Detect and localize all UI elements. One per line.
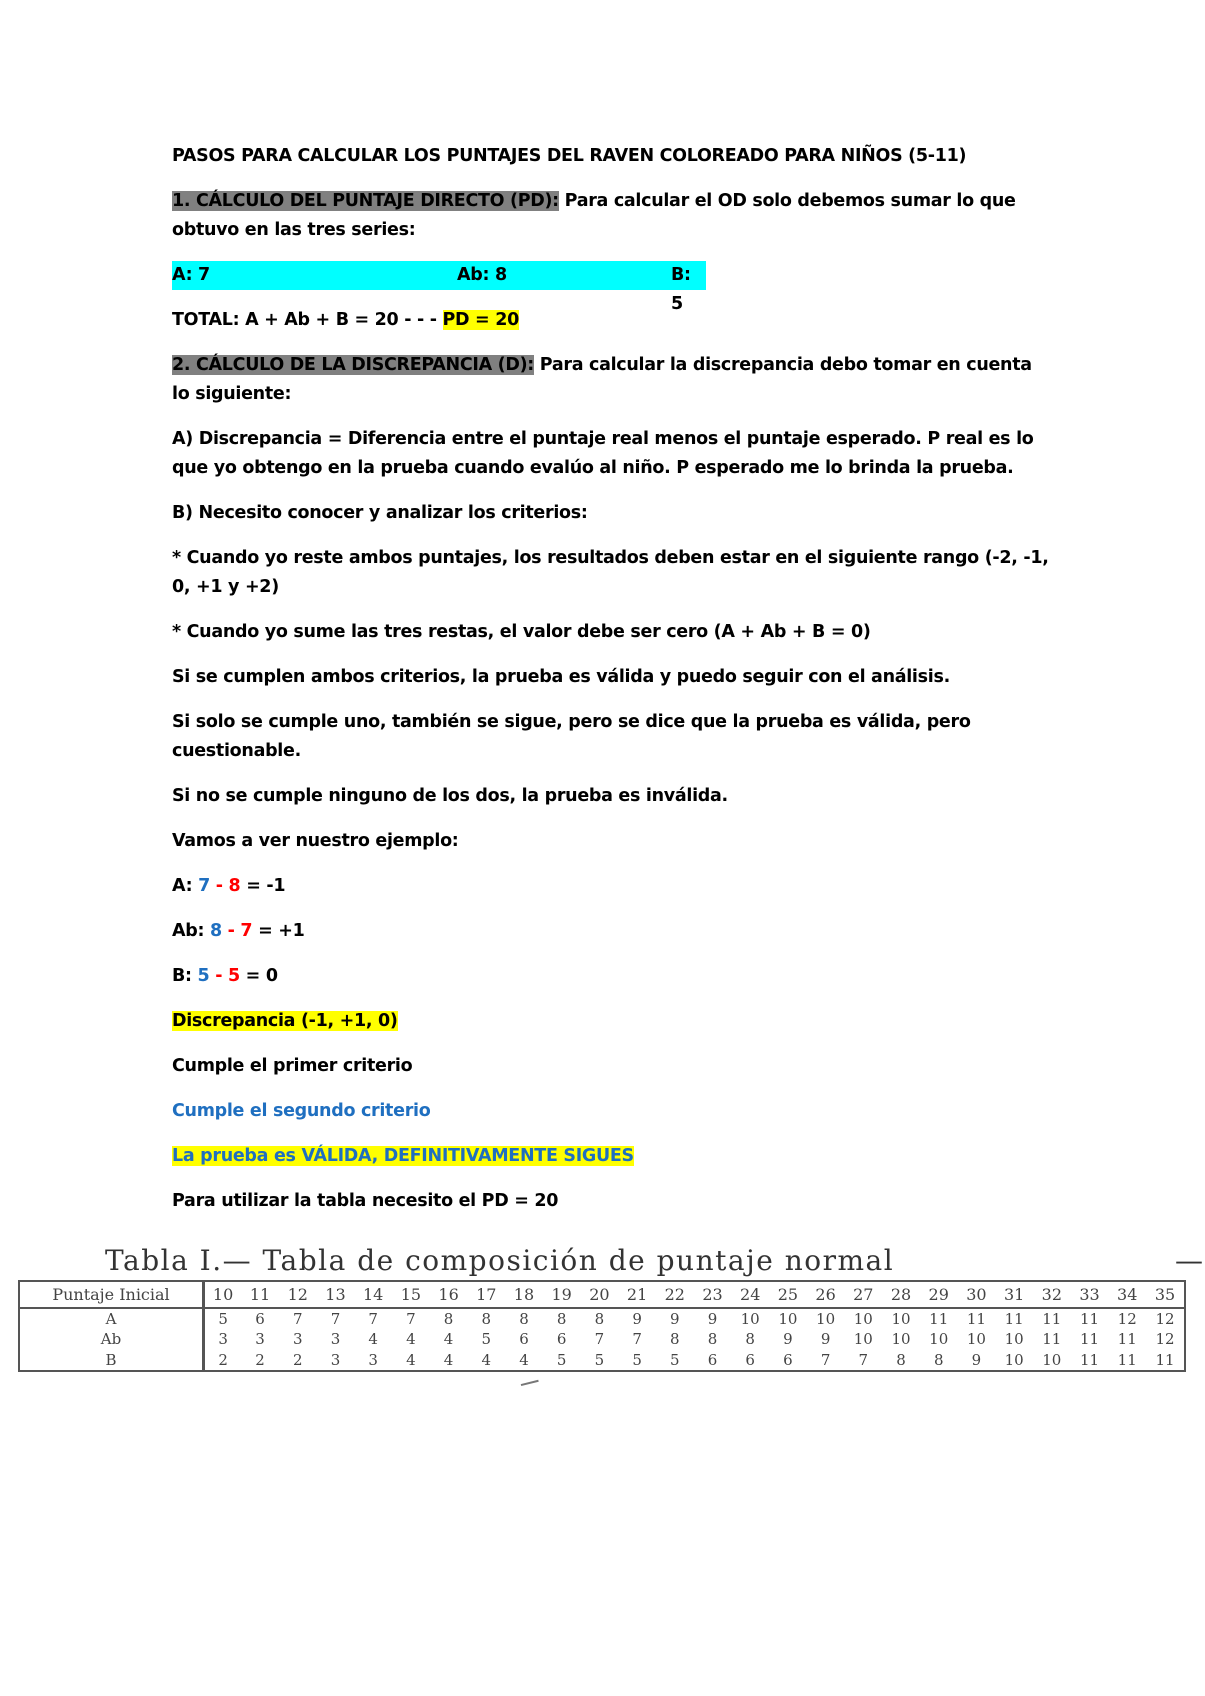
norm-table: [18, 1280, 1186, 1372]
calc-b-minus: -: [209, 966, 228, 986]
norm-table-cell: 3: [292, 1330, 303, 1349]
norm-table-header-cell: 30: [958, 1282, 996, 1308]
norm-table-header-cell: 13: [317, 1282, 355, 1308]
norm-table-cell: 3: [368, 1350, 378, 1369]
norm-table-header-cell: 22: [656, 1282, 694, 1308]
norm-table-cell: 10: [1004, 1350, 1024, 1369]
norm-table-cell: 4: [443, 1330, 454, 1349]
total-line: [172, 306, 1052, 335]
norm-table-cell: 10: [816, 1309, 836, 1328]
norm-table-cell: 6: [783, 1350, 793, 1369]
norm-table-cell: 4: [368, 1330, 378, 1349]
norm-table-cell: 6: [519, 1330, 529, 1349]
norm-table-cell: 3: [330, 1350, 341, 1369]
verdict-line: [172, 1142, 1052, 1171]
norm-table-cell: 9: [820, 1330, 831, 1349]
norm-table-cell: 5: [594, 1350, 605, 1369]
section-2-heading: 2. CÁLCULO DE LA DISCREPANCIA (D):: [172, 355, 535, 375]
norm-table-header-cell: 14: [354, 1282, 392, 1308]
norm-table-cell: 8: [745, 1330, 755, 1349]
score-ab: Ab: 8: [457, 265, 507, 285]
norm-table-cell: 7: [594, 1330, 605, 1349]
norm-table-cell: 2: [218, 1350, 228, 1369]
norm-table-cell: 11: [1079, 1330, 1100, 1349]
norm-table-cell: 5: [670, 1350, 680, 1369]
calc-ab-label: Ab:: [172, 921, 210, 941]
norm-table-header-cell: 35: [1146, 1282, 1184, 1308]
norm-table-cell: 8: [556, 1309, 567, 1328]
norm-table-cell: 11: [1117, 1350, 1137, 1369]
validity-both: Si se cumplen ambos criterios, la prueba es válida y puedo seguir con el análisis.: [172, 667, 950, 687]
calc-a-label: A:: [172, 876, 199, 896]
table-note: Para utilizar la tabla necesito el PD = 20: [172, 1191, 559, 1211]
norm-table-cell: 4: [481, 1350, 492, 1369]
norm-table-title: Tabla I.— Tabla de composición de puntaje normal: [105, 1244, 895, 1277]
norm-table-cell: 8: [670, 1330, 680, 1349]
calc-ab-result: = +1: [252, 921, 305, 941]
norm-table-cell: 9: [707, 1309, 718, 1328]
scores-highlight: [172, 261, 706, 314]
norm-table-row: [20, 1308, 1184, 1329]
document-body: [172, 142, 1052, 1232]
norm-table-cell: 2: [292, 1350, 303, 1369]
calc-b-real: 5: [197, 966, 210, 986]
norm-table-cell: 10: [1004, 1330, 1024, 1349]
norm-table-cell: 6: [707, 1350, 718, 1369]
norm-table-row: [20, 1329, 1184, 1349]
calc-ab-minus: -: [221, 921, 241, 941]
total-prefix: TOTAL: A + Ab + B = 20 - - -: [172, 310, 443, 330]
norm-table-cell: 7: [632, 1330, 642, 1349]
calc-b-result: = 0: [239, 966, 278, 986]
section-1-heading: 1. CÁLCULO DEL PUNTAJE DIRECTO (PD):: [172, 191, 559, 211]
norm-table-header-cell: 33: [1071, 1282, 1109, 1308]
norm-table-cell: 5: [481, 1330, 492, 1349]
norm-table-cell: 11: [1117, 1330, 1137, 1349]
norm-table-cell: 6: [255, 1309, 265, 1328]
norm-table-cell: 4: [406, 1330, 416, 1349]
norm-table-cell: 10: [891, 1330, 911, 1349]
norm-table-cell: 8: [594, 1309, 605, 1328]
norm-table-cell: 7: [292, 1309, 303, 1328]
criterion-rule-1: * Cuando yo reste ambos puntajes, los resultados deben estar en el siguiente rango (-2, -1, 0, +1 y +2): [172, 548, 1049, 597]
norm-table-cell: 10: [1042, 1350, 1062, 1369]
norm-table-cell: 9: [971, 1350, 982, 1369]
paragraph-a: A) Discrepancia = Diferencia entre el puntaje real menos el puntaje esperado. P real es lo que yo obtengo en la prueba cuando evalúo al niño. P esperado me lo brinda la prueba.: [172, 429, 1034, 478]
norm-table-cell: 12: [1155, 1309, 1175, 1328]
document-title: PASOS PARA CALCULAR LOS PUNTAJES DEL RAVEN COLOREADO PARA NIÑOS (5-11): [172, 146, 967, 166]
norm-table-header-cell: 19: [543, 1282, 581, 1308]
pen-mark: [519, 1374, 538, 1386]
verdict: La prueba es VÁLIDA, DEFINITIVAMENTE SIGUES: [172, 1146, 634, 1166]
norm-table-cell: 8: [519, 1309, 529, 1328]
criterion-2-met: Cumple el segundo criterio: [172, 1101, 431, 1121]
norm-table-cell: 9: [670, 1309, 680, 1328]
criterion-1-met: Cumple el primer criterio: [172, 1056, 413, 1076]
section-1-paragraph: [172, 187, 1052, 245]
criterion-rule-2: * Cuando yo sume las tres restas, el valor debe ser cero (A + Ab + B = 0): [172, 622, 871, 642]
norm-table-header-cell: 25: [769, 1282, 807, 1308]
norm-table-cell: 3: [255, 1330, 265, 1349]
calc-b-label: B:: [172, 966, 198, 986]
norm-table-cell: 9: [783, 1330, 793, 1349]
norm-table-header-row: [20, 1282, 1184, 1308]
norm-table-trailing-dash: —: [1175, 1244, 1205, 1277]
norm-table-cell: 11: [966, 1309, 986, 1328]
norm-table-header-cell: 15: [392, 1282, 430, 1308]
total-pd: PD = 20: [442, 310, 519, 330]
norm-table-cell: 3: [218, 1330, 228, 1349]
norm-table-header-cell: 20: [581, 1282, 619, 1308]
norm-table-cell: 8: [443, 1309, 454, 1328]
norm-table-cell: 11: [1079, 1309, 1100, 1328]
norm-table-cell: 5: [218, 1309, 228, 1328]
norm-table-cell: 8: [933, 1350, 944, 1369]
norm-table-header-cell: 27: [844, 1282, 882, 1308]
norm-table-header-cell: 31: [995, 1282, 1033, 1308]
norm-table-cell: 10: [740, 1309, 760, 1328]
norm-table-header-cell: 12: [279, 1282, 317, 1308]
norm-table-cell: 8: [896, 1350, 906, 1369]
norm-table-cell: 4: [443, 1350, 454, 1369]
discrepancy-result: Discrepancia (-1, +1, 0): [172, 1011, 398, 1031]
calc-a-minus: -: [209, 876, 229, 896]
norm-table-cell: 7: [406, 1309, 416, 1328]
calc-b-expected: 5: [227, 966, 240, 986]
validity-none: Si no se cumple ninguno de los dos, la prueba es inválida.: [172, 786, 728, 806]
score-b: B: 5: [671, 265, 691, 314]
norm-table-cell: 5: [632, 1350, 642, 1369]
norm-table-cell: 8: [707, 1330, 718, 1349]
norm-table-header-cell: 24: [731, 1282, 769, 1308]
discrepancy-line: [172, 1007, 1052, 1036]
validity-one: Si solo se cumple uno, también se sigue, pero se dice que la prueba es válida, pero cuestionable.: [172, 712, 971, 761]
norm-table-cell: 4: [406, 1350, 416, 1369]
norm-table-header-cell: 10: [204, 1282, 242, 1308]
norm-table-cell: 12: [1155, 1330, 1175, 1349]
norm-table-row: [20, 1350, 1184, 1370]
norm-table-header-label: Puntaje Inicial: [20, 1282, 204, 1308]
norm-table-cell: 11: [1155, 1350, 1175, 1369]
norm-table-cell: 6: [745, 1350, 755, 1369]
norm-table-cell: 7: [368, 1309, 378, 1328]
norm-table-header-cell: 23: [694, 1282, 732, 1308]
scores-row: [172, 261, 1052, 314]
calc-ab-real: 8: [209, 921, 222, 941]
norm-table-cell: 10: [778, 1309, 798, 1328]
norm-table-header-cell: 21: [618, 1282, 656, 1308]
norm-table-cell: 3: [330, 1330, 341, 1349]
norm-table-header-cell: 26: [807, 1282, 845, 1308]
norm-table-title-wrap: [105, 1244, 1205, 1277]
norm-table-header-cell: 34: [1108, 1282, 1146, 1308]
score-a: A: 7: [172, 265, 210, 285]
example-intro: Vamos a ver nuestro ejemplo:: [172, 831, 459, 851]
norm-table-header-cell: 17: [467, 1282, 505, 1308]
norm-table-cell: 11: [1042, 1309, 1062, 1328]
norm-table-cell: 11: [1042, 1330, 1062, 1349]
norm-table-cell: 7: [330, 1309, 341, 1328]
calc-a-real: 7: [198, 876, 210, 896]
norm-table-cell: 11: [929, 1309, 949, 1328]
norm-table-row-label: Ab: [20, 1329, 204, 1349]
calc-b: [172, 962, 1052, 991]
norm-table-row-label: A: [20, 1308, 204, 1329]
norm-table-cell: 10: [853, 1330, 873, 1349]
norm-table-cell: 7: [820, 1350, 831, 1369]
norm-table-header-cell: 32: [1033, 1282, 1071, 1308]
norm-table-cell: 11: [1004, 1309, 1024, 1328]
norm-table-cell: 8: [481, 1309, 492, 1328]
norm-table-row-label: B: [20, 1350, 204, 1370]
norm-table-header-cell: 11: [241, 1282, 279, 1308]
calc-a-expected: 8: [228, 876, 241, 896]
norm-table-header-cell: 18: [505, 1282, 543, 1308]
norm-table-cell: 10: [966, 1330, 986, 1349]
norm-table-cell: 6: [556, 1330, 567, 1349]
norm-table-header-cell: 16: [430, 1282, 468, 1308]
norm-table-cell: 12: [1117, 1309, 1137, 1328]
norm-table-cell: 2: [255, 1350, 265, 1369]
section-2-paragraph: [172, 351, 1052, 409]
norm-table-cell: 7: [858, 1350, 869, 1369]
norm-table-grid: [20, 1282, 1184, 1370]
norm-table-cell: 10: [929, 1330, 949, 1349]
section-1-text: Para calcular el OD solo debemos sumar lo que obtuvo en las tres series:: [172, 191, 1016, 240]
section-2-text: Para calcular la discrepancia debo tomar en cuenta lo siguiente:: [172, 355, 1032, 404]
norm-table-cell: 5: [556, 1350, 567, 1369]
norm-table-header-cell: 28: [882, 1282, 920, 1308]
calc-a-result: = -1: [240, 876, 286, 896]
calc-a: [172, 872, 1052, 901]
calc-ab-expected: 7: [240, 921, 253, 941]
norm-table-cell: 4: [519, 1350, 529, 1369]
norm-table-cell: 10: [891, 1309, 911, 1328]
norm-table-cell: 11: [1079, 1350, 1100, 1369]
paragraph-b: B) Necesito conocer y analizar los criterios:: [172, 503, 588, 523]
norm-table-cell: 10: [853, 1309, 873, 1328]
calc-ab: [172, 917, 1052, 946]
norm-table-header-cell: 29: [920, 1282, 958, 1308]
norm-table-cell: 9: [632, 1309, 642, 1328]
